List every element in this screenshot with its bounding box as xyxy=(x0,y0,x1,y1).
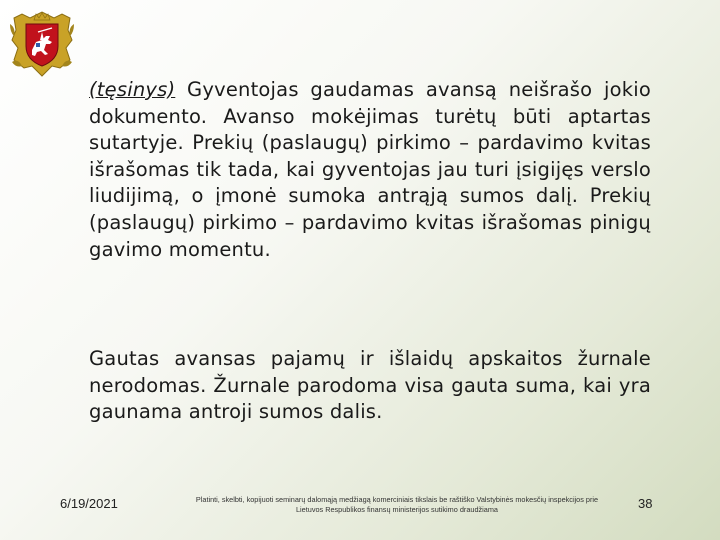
slide-paragraph-2: Gautas avansas pajamų ir išlaidų apskaitos žurnale nerodomas. Žurnale parodoma visa gauta suma, kai yra gaunama antroji sumos dalis. xyxy=(89,347,651,424)
footer-date: 6/19/2021 xyxy=(60,496,118,511)
slide-page-number: 38 xyxy=(638,496,653,511)
coat-of-arms-logo xyxy=(8,10,76,78)
footer-copyright-note: Platinti, skelbti, kopijuoti seminarų dalomąją medžiagą komerciniais tikslais be raštiško Valstybinės mokesčių inspekcijos prie Lietuvos Respublikos finansų ministerijos sutikimo draudžiama xyxy=(195,495,599,514)
slide-paragraph-1 xyxy=(89,77,651,263)
continuation-marker: (tęsinys) xyxy=(89,78,176,101)
paragraph-1-text: Gyventojas gaudamas avansą neišrašo jokio dokumento. Avanso mokėjimas turėtų būti aptartas sutartyje. Prekių (paslaugų) pirkimo – pardavimo kvitas išrašomas tik tada, kai gyventojas jau turi įsigijęs verslo liudijimą, o įmonė sumoka antrąją sumos dalį. Prekių (paslaugų) pirkimo – pardavimo kvitas išrašomas pinigų gavimo momentu. xyxy=(89,78,651,261)
